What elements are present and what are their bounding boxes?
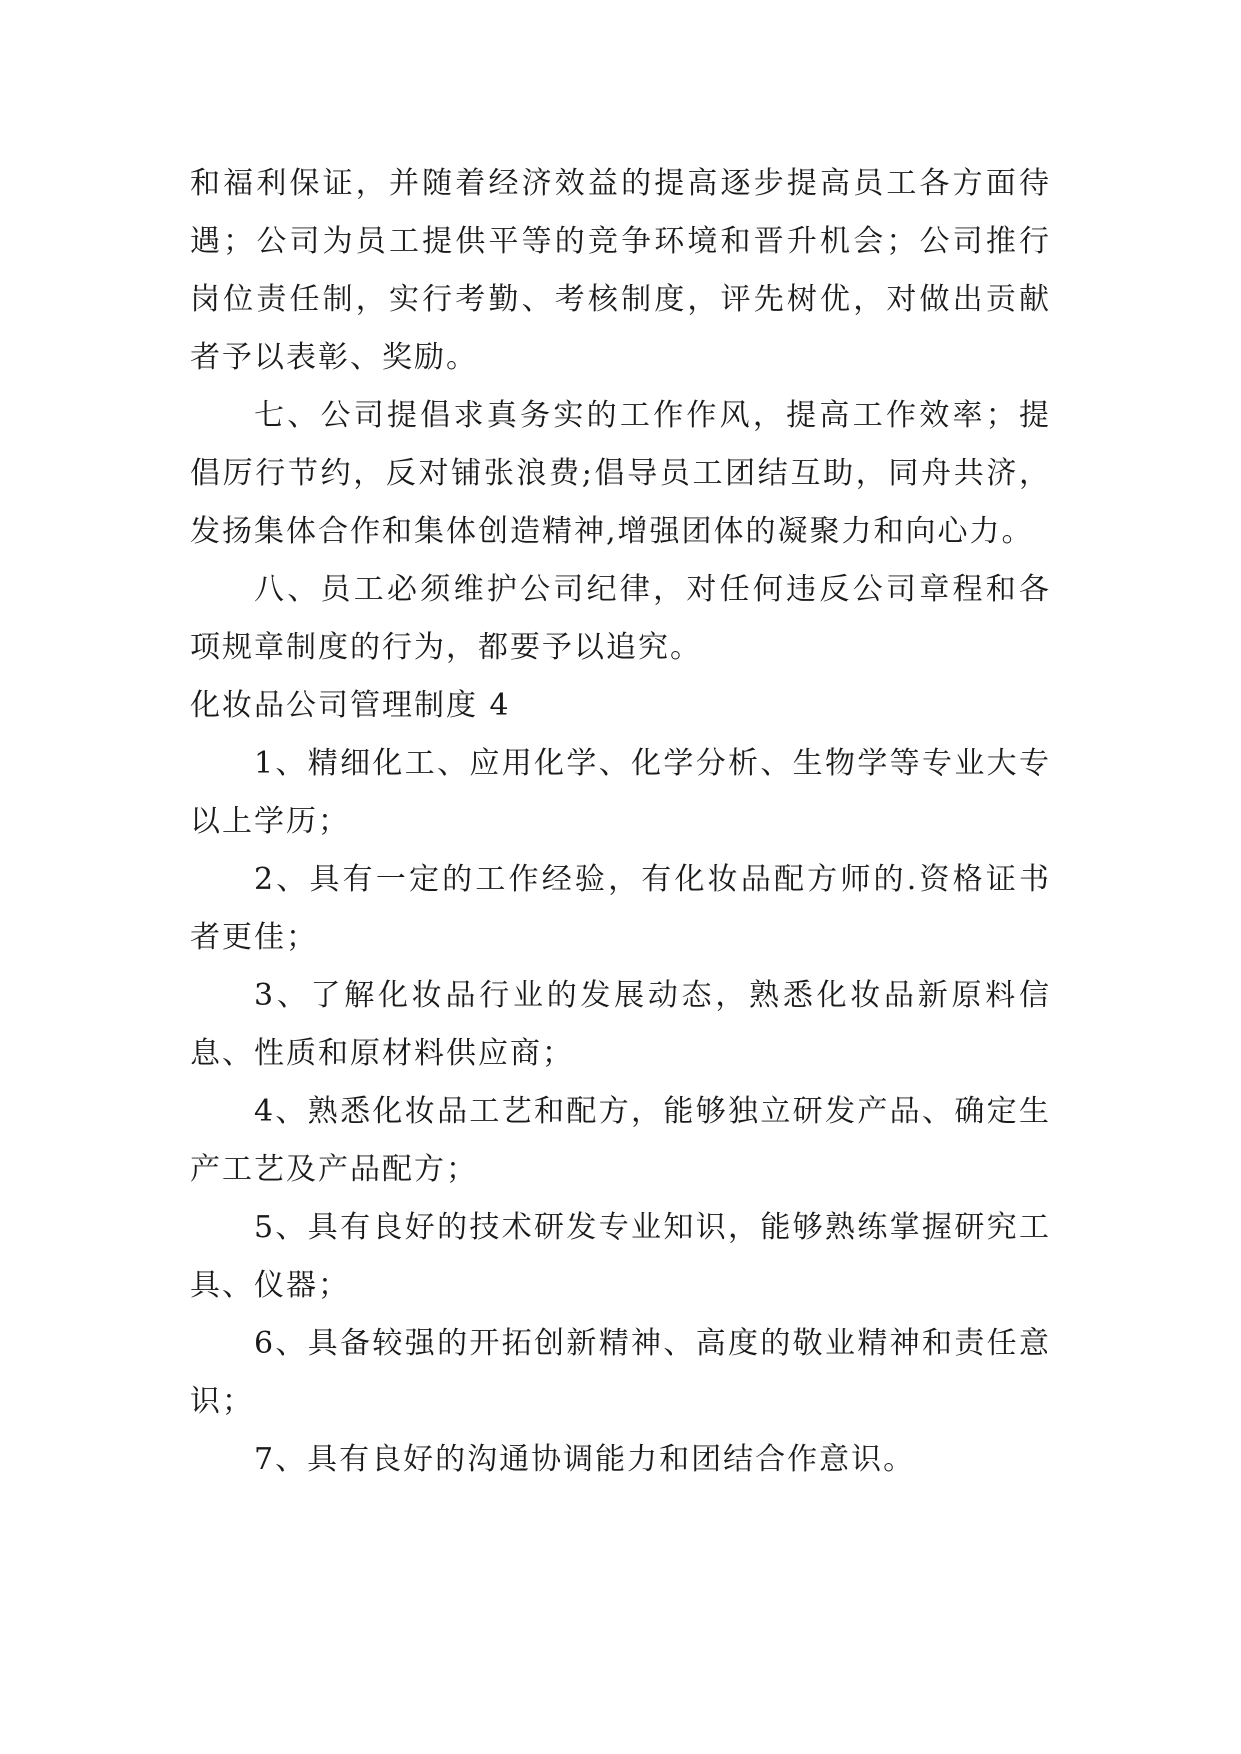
paragraph-welfare-continuation: 和福利保证，并随着经济效益的提高逐步提高员工各方面待遇；公司为员工提供平等的竞争环境和晋升机会；公司推行岗位责任制，实行考勤、考核制度，评先树优，对做出贡献者予以表彰、奖励。: [190, 166, 1051, 375]
list-item-4: 4、熟悉化妆品工艺和配方，能够独立研发产品、确定生产工艺及产品配方；: [190, 1094, 1051, 1187]
paragraph-seven: 七、公司提倡求真务实的工作作风，提高工作效率；提倡厉行节约，反对铺张浪费;倡导员工团结互助，同舟共济，发扬集体合作和集体创造精神,增强团体的凝聚力和向心力。: [190, 398, 1051, 549]
section-heading: 化妆品公司管理制度 4: [190, 688, 511, 723]
list-item-5: 5、具有良好的技术研发专业知识，能够熟练掌握研究工具、仪器；: [190, 1210, 1051, 1303]
list-item-1: 1、精细化工、应用化学、化学分析、生物学等专业大专以上学历；: [190, 746, 1051, 839]
list-item-6: 6、具备较强的开拓创新精神、高度的敬业精神和责任意识；: [190, 1326, 1051, 1419]
paragraph-eight: 八、员工必须维护公司纪律，对任何违反公司章程和各项规章制度的行为，都要予以追究。: [190, 572, 1051, 665]
list-item-7: 7、具有良好的沟通协调能力和团结合作意识。: [254, 1442, 916, 1477]
document-body: [190, 155, 1051, 1489]
list-item-2: 2、具有一定的工作经验，有化妆品配方师的.资格证书者更佳；: [190, 862, 1051, 955]
list-item-3: 3、了解化妆品行业的发展动态，熟悉化妆品新原料信息、性质和原材料供应商；: [190, 978, 1051, 1071]
